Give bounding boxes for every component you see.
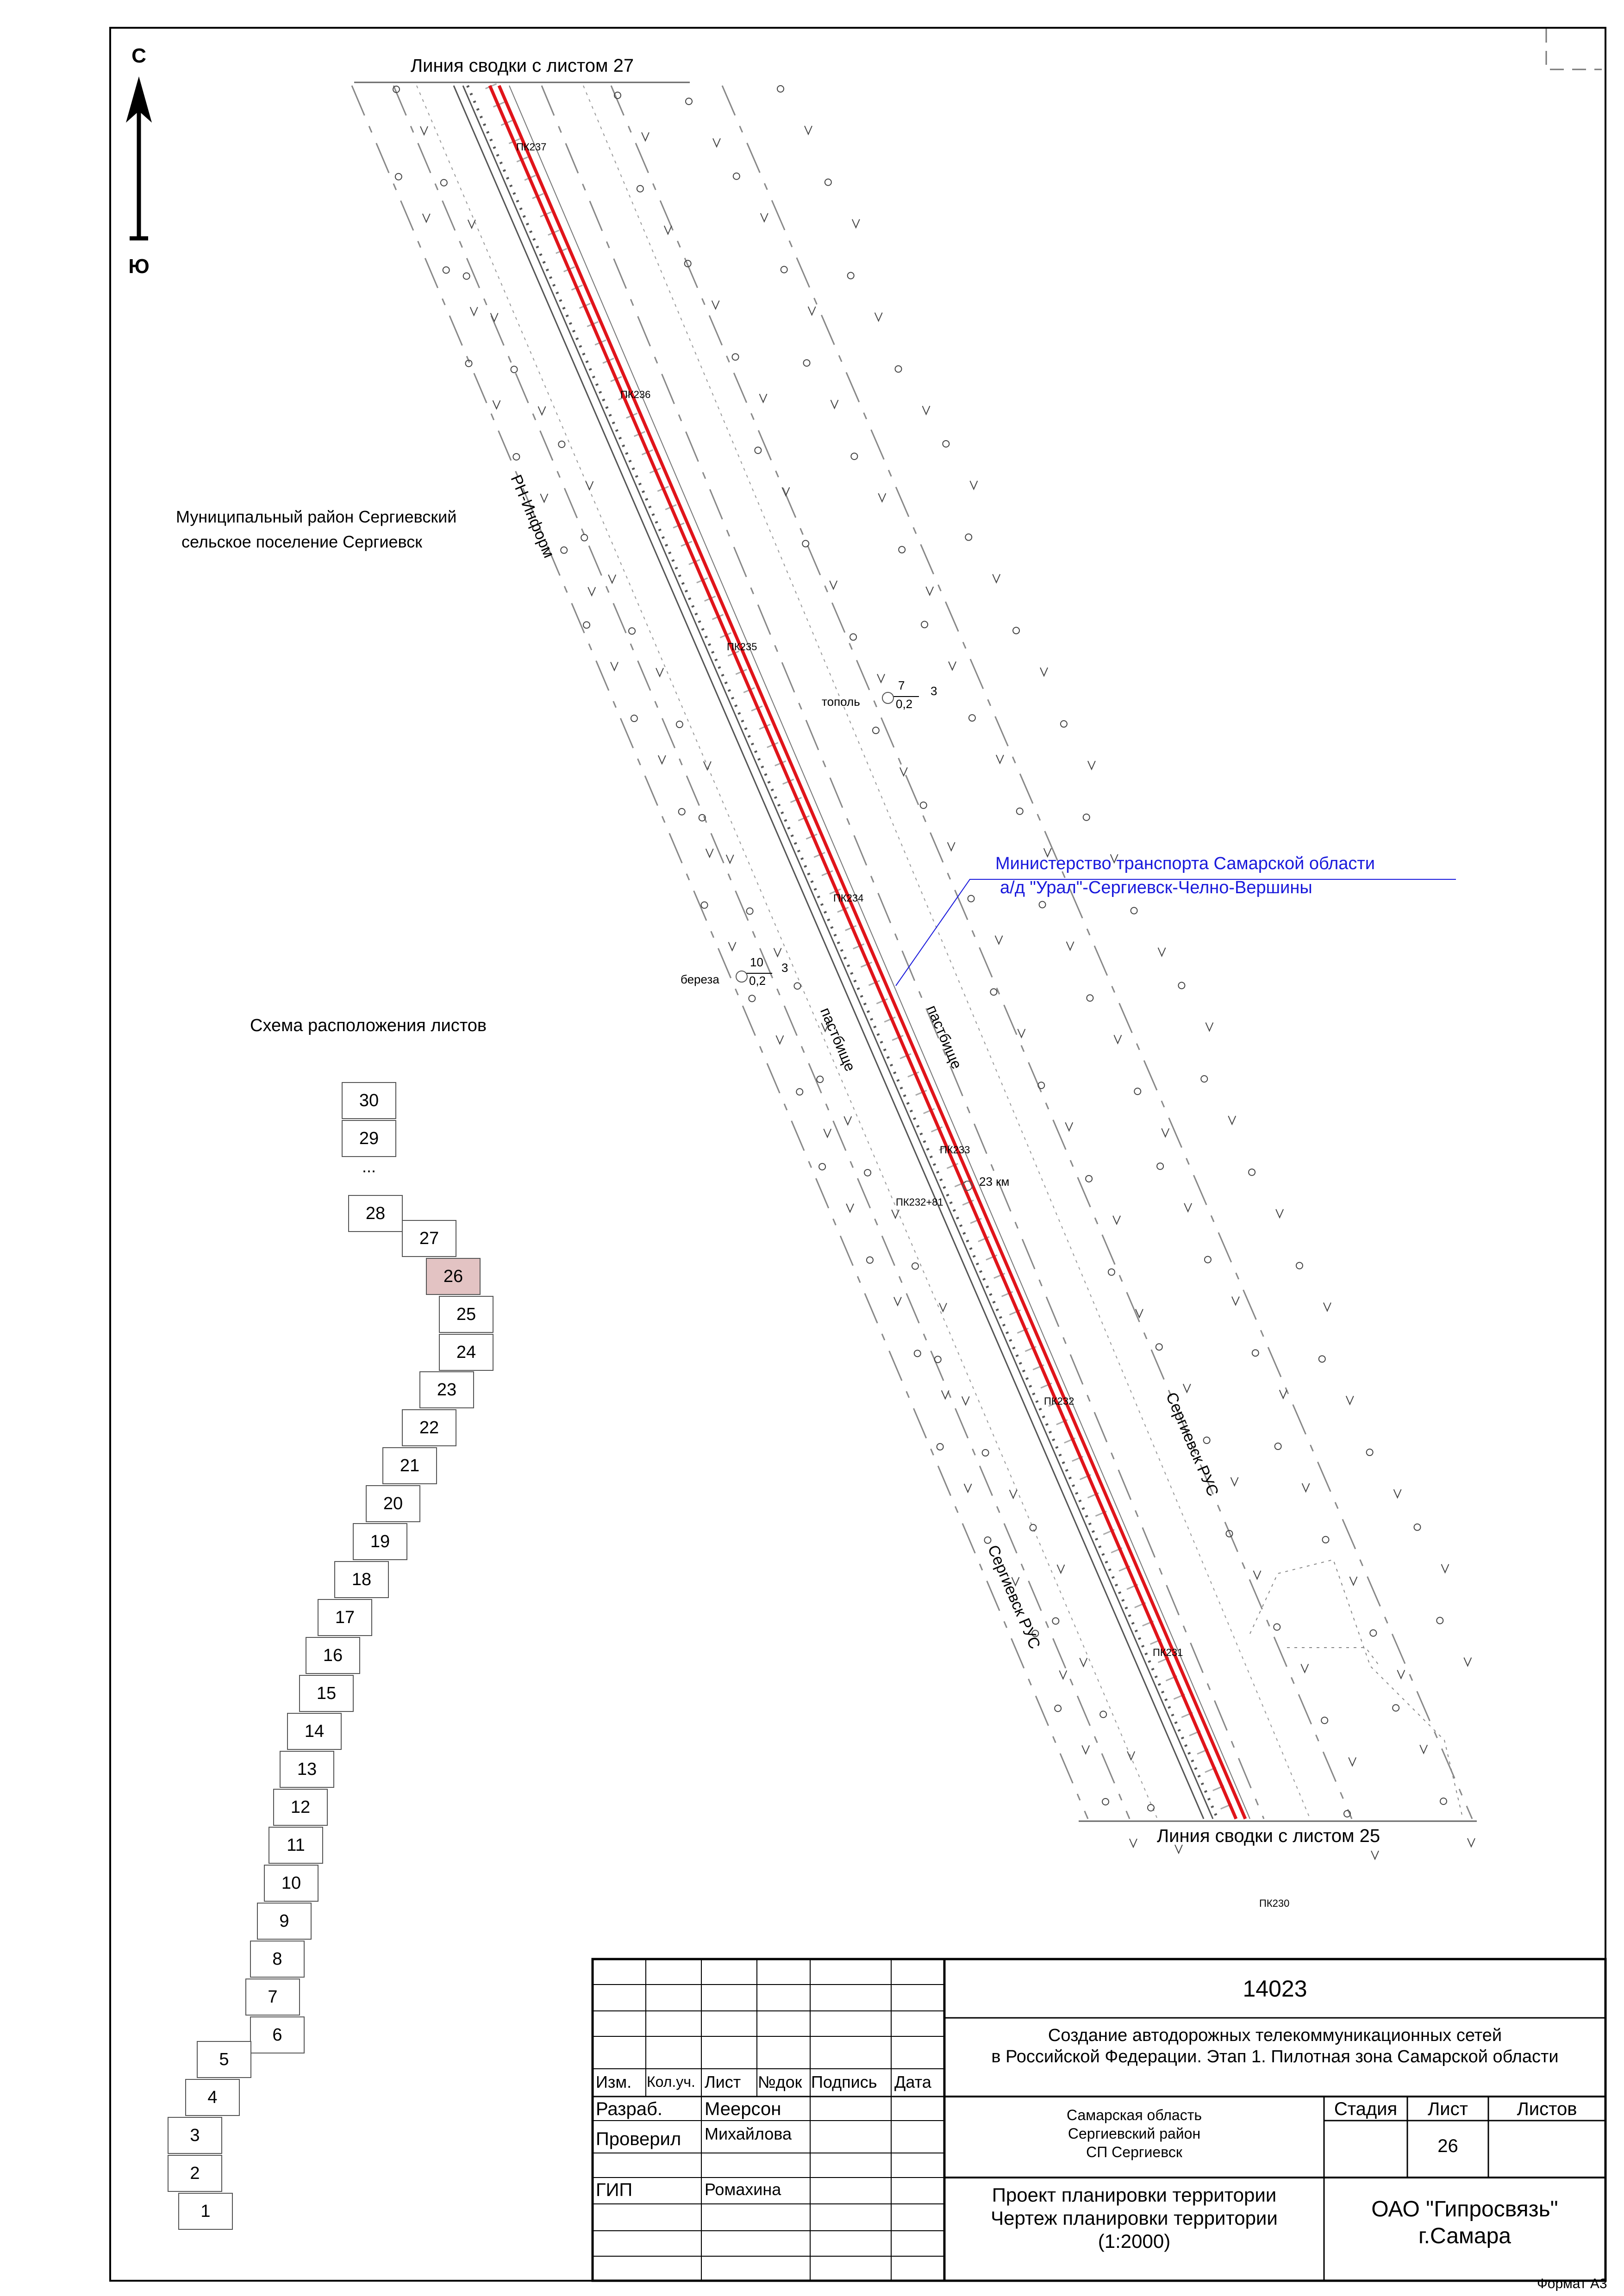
marker-v <box>926 587 933 595</box>
marker-v <box>1397 1670 1405 1679</box>
marker-v <box>1371 1851 1379 1859</box>
marker-circle <box>1083 814 1090 821</box>
marker-circle <box>1296 1263 1303 1269</box>
sheet-scheme-cell-14: 14 <box>287 1713 342 1750</box>
document-title <box>944 2184 1324 2253</box>
sheet-scheme-cell-1: 1 <box>178 2193 233 2230</box>
sheet-scheme-cell-15: 15 <box>299 1675 354 1712</box>
picket-label: ПК232+81 <box>896 1196 943 1208</box>
marker-v <box>875 312 882 321</box>
marker-v <box>588 587 595 596</box>
marker-circle <box>1030 1524 1036 1531</box>
svg-text:10: 10 <box>750 955 763 969</box>
marker-v <box>1253 1571 1261 1579</box>
marker-v <box>993 574 1000 583</box>
picket-label: ПК235 <box>727 641 757 653</box>
marker-circle <box>583 622 590 628</box>
marker-v <box>1082 1745 1089 1754</box>
marker-circle <box>1201 1076 1207 1082</box>
marker-v <box>540 494 548 502</box>
marker-v <box>1040 667 1048 676</box>
sheet-value: 26 <box>1437 2136 1458 2156</box>
marker-circle <box>1178 982 1185 989</box>
marker-circle <box>825 179 831 186</box>
marker-circle <box>686 98 692 105</box>
marker-circle <box>1252 1350 1259 1356</box>
sheet-header: Лист <box>1428 2099 1468 2119</box>
sheet-scheme-cell-6: 6 <box>250 2016 305 2053</box>
sheet-scheme-cell-27: 27 <box>402 1220 456 1257</box>
marker-circle <box>511 366 518 373</box>
sheets-header: Листов <box>1517 2099 1577 2119</box>
sheet-scheme-cell-16: 16 <box>306 1637 360 1674</box>
district-line2: сельское поселение Сергиевск <box>181 532 422 551</box>
marker-circle <box>1013 627 1019 634</box>
marker-circle <box>850 634 856 640</box>
district-label <box>176 504 456 554</box>
marker-v <box>962 1396 969 1405</box>
marker-circle <box>819 1164 825 1170</box>
header-izm: Изм. <box>596 2072 632 2091</box>
project-title-line2: в Российской Федерации. Этап 1. Пилотная зона Самарской области <box>991 2047 1559 2066</box>
marker-circle <box>1249 1169 1255 1176</box>
marker-circle <box>1205 1257 1211 1263</box>
marker-circle <box>463 273 470 279</box>
marker-circle <box>1414 1524 1420 1531</box>
marker-circle <box>867 1257 873 1263</box>
marker-circle <box>969 715 975 721</box>
marker-circle <box>895 366 902 372</box>
svg-text:0,2: 0,2 <box>896 697 913 711</box>
match-line-top-label: Линия сводки с листом 27 <box>410 56 634 76</box>
sheet-scheme-cell-30: 30 <box>342 1082 396 1119</box>
marker-circle <box>935 1356 941 1363</box>
picket-label: ПК237 <box>516 141 547 153</box>
header-date: Дата <box>894 2072 931 2091</box>
sheet-scheme-cell-22: 22 <box>402 1409 456 1446</box>
marker-circle <box>899 547 905 553</box>
marker-circle <box>629 628 635 634</box>
stage-header: Стадия <box>1334 2099 1398 2119</box>
marker-v <box>844 1116 851 1125</box>
marker-v <box>939 1303 947 1312</box>
marker-v <box>774 948 781 957</box>
marker-v <box>878 493 886 502</box>
sheet-scheme-cell-8: 8 <box>250 1941 305 1978</box>
marker-v <box>831 400 838 408</box>
marker-circle <box>937 1444 943 1450</box>
sheet-scheme-cell-20: 20 <box>366 1485 420 1522</box>
svg-text:3: 3 <box>931 684 937 698</box>
marker-v <box>1080 1658 1087 1667</box>
marker-circle <box>914 1350 921 1356</box>
marker-circle <box>1039 902 1046 908</box>
marker-circle <box>1440 1798 1447 1804</box>
svg-text:тополь: тополь <box>822 695 860 709</box>
km-marker: 23 км <box>979 1175 1010 1188</box>
marker-circle <box>1437 1618 1443 1624</box>
marker-v <box>1420 1745 1427 1753</box>
marker-circle <box>921 621 928 628</box>
marker-circle <box>395 174 402 180</box>
marker-v <box>1349 1757 1356 1766</box>
marker-circle <box>1134 1088 1141 1095</box>
sheet-scheme-cell-26: 26 <box>426 1258 481 1295</box>
marker-circle <box>1017 808 1023 815</box>
marker-v <box>1302 1483 1310 1492</box>
marker-circle <box>1156 1344 1162 1350</box>
tree-poplar <box>822 678 937 711</box>
company-block <box>1324 2196 1605 2250</box>
marker-v <box>760 394 767 402</box>
marker-v <box>704 761 711 770</box>
marker-circle <box>965 534 972 541</box>
sheet-scheme-cell-18: 18 <box>334 1561 389 1598</box>
marker-circle <box>676 721 683 728</box>
cable-label-rus: Сергиевск РУС <box>1162 1389 1222 1499</box>
marker-circle <box>1087 995 1093 1001</box>
location-block <box>944 2106 1324 2161</box>
marker-v <box>1346 1396 1354 1404</box>
marker-circle <box>441 180 447 186</box>
marker-v <box>846 1204 854 1212</box>
marker-v <box>1394 1489 1401 1498</box>
marker-v <box>900 767 907 776</box>
name-checker: Михайлова <box>705 2124 792 2143</box>
document-line1: Проект планировки территории <box>992 2184 1277 2206</box>
marker-v <box>1468 1838 1475 1847</box>
marker-v <box>1059 1671 1067 1679</box>
header-sign: Подпись <box>811 2072 877 2091</box>
marker-v <box>877 674 885 682</box>
sheet-scheme-ellipsis: ... <box>362 1157 376 1176</box>
marker-v <box>1280 1390 1287 1398</box>
marker-circle <box>1322 1537 1329 1543</box>
marker-v <box>470 307 478 315</box>
svg-text:береза: береза <box>681 972 719 986</box>
marker-v <box>995 936 1003 944</box>
header-list: Лист <box>705 2072 741 2091</box>
marker-v <box>1018 1029 1025 1037</box>
picket-label: ПК233 <box>940 1144 970 1156</box>
sheet-scheme-cell-9: 9 <box>257 1903 312 1940</box>
marker-circle <box>777 86 784 92</box>
marker-v <box>1065 1122 1073 1131</box>
sheet-scheme-cell-17: 17 <box>318 1599 372 1636</box>
marker-circle <box>581 535 587 541</box>
cable-label-rn-inform: РН-Информ <box>507 472 558 561</box>
land-label-pasture: пастбище <box>817 1005 859 1074</box>
location-line2: Сергиевский район <box>1068 2125 1201 2142</box>
marker-circle <box>443 267 450 273</box>
marker-v <box>493 400 500 409</box>
marker-circle <box>701 902 708 908</box>
marker-v <box>1114 1035 1121 1043</box>
south-label: Ю <box>128 255 150 278</box>
svg-text:0,2: 0,2 <box>749 974 766 988</box>
marker-circle <box>990 989 997 995</box>
marker-v <box>1232 1297 1239 1305</box>
marker-circle <box>1275 1443 1281 1450</box>
marker-v <box>1301 1664 1308 1673</box>
marker-circle <box>679 809 685 815</box>
role-checker: Проверил <box>596 2129 681 2149</box>
picket-label: ПК230 <box>1259 1898 1290 1909</box>
location-line1: Самарская область <box>1066 2107 1202 2123</box>
marker-v <box>1113 1216 1120 1224</box>
company-name: ОАО "Гипросвязь" <box>1371 2197 1558 2221</box>
marker-v <box>1441 1564 1449 1573</box>
marker-circle <box>1274 1624 1280 1630</box>
sheet-scheme-cell-21: 21 <box>382 1447 437 1484</box>
marker-circle <box>749 995 755 1002</box>
marker-circle <box>1102 1798 1109 1805</box>
picket-label: ПК234 <box>833 892 864 904</box>
marker-circle <box>513 454 519 460</box>
marker-circle <box>1148 1804 1154 1811</box>
tree-birch <box>681 955 788 988</box>
marker-v <box>1183 1384 1191 1392</box>
sheet-scheme-cell-2: 2 <box>168 2155 222 2192</box>
marker-v <box>729 942 736 951</box>
sheet-scheme-cell-3: 3 <box>168 2117 222 2154</box>
marker-v <box>1349 1577 1357 1585</box>
marker-circle <box>817 1076 823 1083</box>
marker-circle <box>1055 1705 1061 1711</box>
marker-v <box>761 213 768 222</box>
marker-circle <box>781 266 787 273</box>
marker-v <box>894 1297 901 1306</box>
marker-v <box>1130 1839 1137 1847</box>
marker-v <box>949 661 956 670</box>
marker-v <box>611 662 618 670</box>
role-gip: ГИП <box>596 2180 633 2200</box>
marker-v <box>1206 1022 1213 1031</box>
header-kol: Кол.уч. <box>647 2073 695 2090</box>
north-label: С <box>131 44 146 67</box>
project-code: 14023 <box>1243 1975 1307 2002</box>
marker-circle <box>796 1089 803 1095</box>
marker-v <box>1088 761 1095 769</box>
owner-label <box>995 852 1375 900</box>
marker-circle <box>848 272 854 279</box>
marker-circle <box>1319 1356 1325 1362</box>
marker-circle <box>802 541 809 547</box>
project-title <box>944 2025 1605 2067</box>
marker-v <box>608 575 616 583</box>
marker-circle <box>804 360 810 366</box>
marker-v <box>1057 1565 1064 1573</box>
location-line3: СП Сергиевск <box>1086 2144 1182 2160</box>
marker-v <box>423 214 430 222</box>
sheet-scheme-cell-13: 13 <box>280 1751 334 1788</box>
marker-v <box>1162 1128 1169 1137</box>
sheet-scheme-cell-24: 24 <box>439 1334 493 1371</box>
marker-v <box>996 755 1004 763</box>
company-city: г.Самара <box>1418 2224 1511 2248</box>
marker-v <box>1324 1303 1331 1311</box>
corner-mark <box>1546 29 1602 69</box>
header-doc: №док <box>758 2072 802 2091</box>
sheet-scheme-cell-5: 5 <box>197 2041 251 2078</box>
marker-v <box>658 755 666 764</box>
format-label: Формат А3 <box>1537 2276 1607 2291</box>
marker-circle <box>943 441 949 447</box>
name-developer: Меерсон <box>705 2099 781 2119</box>
sheet-scheme-cell-29: 29 <box>342 1120 396 1157</box>
marker-v <box>1464 1658 1471 1666</box>
marker-v <box>586 481 593 490</box>
sheet-scheme-cell-7: 7 <box>245 1979 300 2016</box>
marker-v <box>808 306 816 315</box>
sheet-scheme-title: Схема расположения листов <box>250 1016 487 1035</box>
marker-circle <box>968 896 974 902</box>
sheet-scheme-cell-11: 11 <box>269 1827 323 1864</box>
marker-v <box>1127 1751 1135 1760</box>
project-title-line1: Создание автодорожных телекоммуникационных сетей <box>1048 2026 1502 2045</box>
marker-circle <box>1367 1449 1373 1456</box>
sheet-scheme-cell-4: 4 <box>185 2079 240 2116</box>
marker-circle <box>1100 1711 1106 1717</box>
picket-label: ПК236 <box>620 389 651 400</box>
cable-label-rus: Сергиевск РУС <box>984 1542 1044 1652</box>
marker-v <box>1158 948 1166 956</box>
marker-circle <box>1086 1176 1092 1182</box>
marker-circle <box>920 802 927 809</box>
marker-v <box>1010 1490 1017 1498</box>
marker-v <box>805 126 812 134</box>
marker-v <box>948 842 955 851</box>
marker-circle <box>1131 908 1137 914</box>
sheet-scheme-cell-10: 10 <box>264 1865 319 1902</box>
sheet-scheme-cell-28: 28 <box>348 1195 403 1232</box>
marker-circle <box>637 186 643 192</box>
role-developer: Разраб. <box>596 2099 663 2119</box>
marker-circle <box>1204 1437 1210 1444</box>
marker-v <box>538 406 546 415</box>
marker-v <box>713 138 720 147</box>
name-gip: Ромахина <box>705 2180 781 2199</box>
marker-circle <box>982 1450 989 1456</box>
marker-circle <box>732 354 739 360</box>
sheet-scheme-cell-19: 19 <box>353 1523 407 1560</box>
north-arrow-icon <box>126 44 152 278</box>
sheet-frame <box>110 28 1605 2281</box>
marker-circle <box>1061 721 1067 727</box>
marker-circle <box>1393 1705 1399 1711</box>
marker-v <box>970 481 977 489</box>
marker-v <box>964 1484 972 1492</box>
marker-v <box>726 855 734 863</box>
marker-v <box>1228 1116 1236 1124</box>
marker-v <box>642 132 649 141</box>
marker-circle <box>755 447 761 454</box>
marker-circle <box>733 173 740 180</box>
marker-circle <box>864 1170 871 1176</box>
document-line2: Чертеж планировки территории <box>991 2207 1278 2229</box>
marker-v <box>1184 1203 1192 1212</box>
district-line1: Муниципальный район Сергиевский <box>176 507 457 526</box>
match-line-bottom-label: Линия сводки с листом 25 <box>1156 1826 1380 1846</box>
marker-v <box>923 406 930 414</box>
owner-line2: а/д "Урал"-Сергиевск-Челно-Вершины <box>1000 878 1312 897</box>
sheet-scheme-cell-23: 23 <box>419 1371 474 1408</box>
sheet-scheme-cell-12: 12 <box>273 1789 328 1826</box>
marker-circle <box>1370 1630 1376 1636</box>
marker-circle <box>558 441 565 448</box>
svg-text:7: 7 <box>898 678 905 692</box>
marker-circle <box>873 727 879 734</box>
marker-v <box>1276 1209 1283 1218</box>
svg-text:3: 3 <box>781 961 788 975</box>
sheet-scheme-cell-25: 25 <box>439 1296 493 1333</box>
marker-v <box>420 126 428 135</box>
marker-circle <box>912 1263 918 1269</box>
cable-route <box>490 86 1245 1819</box>
marker-circle <box>1157 1163 1163 1170</box>
picket-label: ПК231 <box>1153 1647 1183 1658</box>
document-line3: (1:2000) <box>1098 2230 1171 2252</box>
marker-circle <box>1052 1618 1059 1624</box>
marker-circle <box>747 908 753 915</box>
marker-v <box>852 219 860 228</box>
marker-circle <box>794 983 800 989</box>
marker-v <box>824 1129 831 1137</box>
pasture-markers <box>393 86 1475 1859</box>
marker-v <box>712 300 719 309</box>
land-label-pasture: пастбище <box>924 1002 966 1071</box>
marker-circle <box>561 547 567 554</box>
marker-circle <box>1108 1269 1115 1276</box>
marker-v <box>706 849 713 857</box>
marker-circle <box>984 1537 991 1543</box>
marker-v <box>1067 942 1074 950</box>
corridor <box>352 86 1472 1819</box>
owner-line1: Министерство транспорта Самарской области <box>995 854 1375 873</box>
picket-label: ПК232 <box>1044 1395 1074 1407</box>
marker-v <box>776 1035 783 1044</box>
marker-v <box>468 220 475 228</box>
marker-circle <box>851 453 857 460</box>
marker-v <box>656 668 663 676</box>
marker-v <box>1231 1477 1238 1486</box>
marker-v <box>830 581 837 589</box>
marker-circle <box>1321 1717 1328 1724</box>
marker-v <box>664 226 672 234</box>
marker-circle <box>631 715 637 722</box>
